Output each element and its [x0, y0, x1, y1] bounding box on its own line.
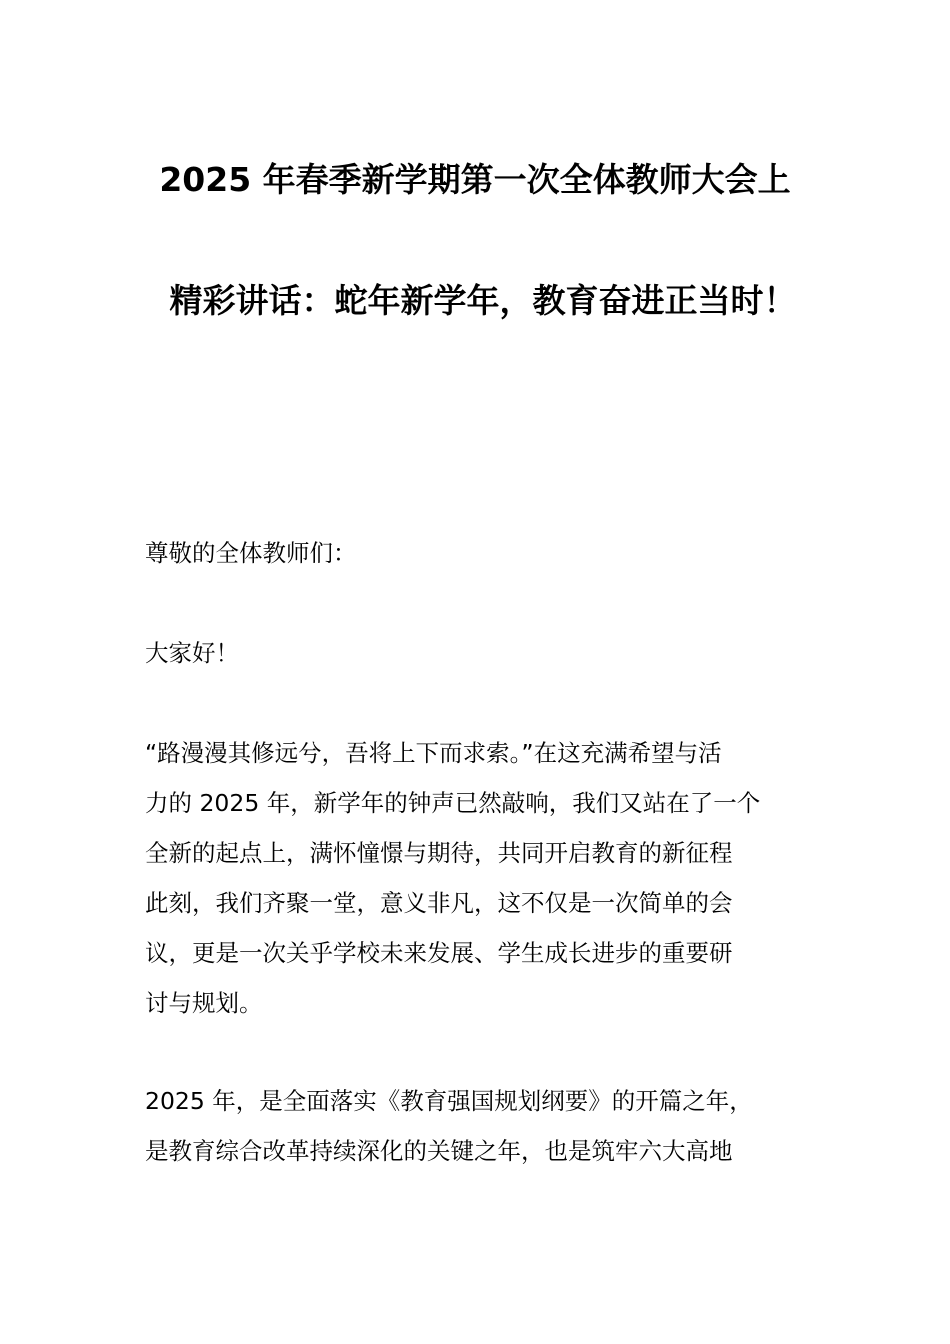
paragraph-2	[145, 1076, 815, 1176]
paragraph-1-line: 议，更是一次关乎学校未来发展、学生成长进步的重要研	[145, 939, 733, 967]
paragraph-1-line: 全新的起点上，满怀憧憬与期待，共同开启教育的新征程	[145, 839, 733, 867]
salutation-text: 尊敬的全体教师们：	[145, 539, 357, 567]
paragraph-1-line: 力的 2025 年，新学年的钟声已然敲响，我们又站在了一个	[145, 789, 761, 817]
paragraph-1-line: 讨与规划。	[145, 989, 263, 1017]
greeting	[145, 628, 815, 678]
paragraph-1-line: 此刻，我们齐聚一堂，意义非凡，这不仅是一次简单的会	[145, 889, 733, 917]
paragraph-2-line: 是教育综合改革持续深化的关键之年，也是筑牢六大高地	[145, 1137, 733, 1165]
salutation	[145, 528, 815, 578]
document-title-line-2: 精彩讲话：蛇年新学年，教育奋进正当时！	[169, 281, 797, 320]
paragraph-1	[145, 728, 815, 1028]
paragraph-1-line: “路漫漫其修远兮，吾将上下而求索。”在这充满希望与活	[145, 739, 722, 767]
greeting-text: 大家好！	[145, 639, 239, 667]
paragraph-2-line: 2025 年，是全面落实《教育强国规划纲要》的开篇之年，	[145, 1087, 753, 1115]
document-title-line-1: 2025 年春季新学期第一次全体教师大会上	[159, 160, 791, 199]
